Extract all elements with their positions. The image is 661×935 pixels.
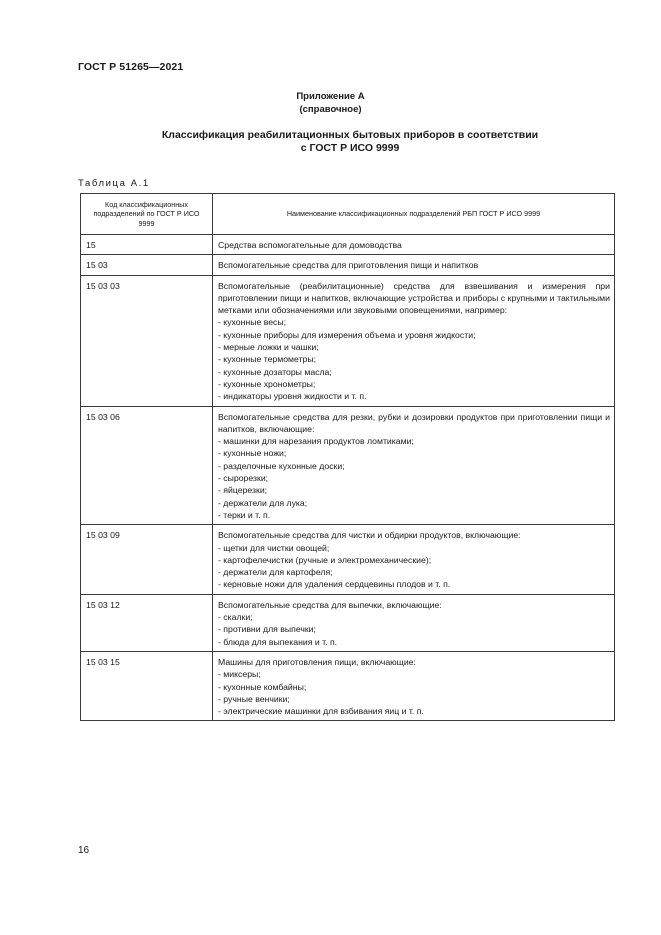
appendix-status: (справочное) [299, 104, 362, 115]
description-intro: Вспомогательные средства для чистки и обдирки продуктов, включающие: [218, 530, 521, 541]
description-intro: Вспомогательные средства для выпечки, включающие: [218, 599, 442, 610]
column-header-code: Код классификационных подразделений по ГОСТ Р ИСО 9999 [81, 194, 213, 235]
description-list-item: - машинки для нарезания продуктов ломтиками; [218, 436, 414, 447]
classification-description [213, 235, 615, 255]
description-intro: Вспомогательные средства для резки, рубки и дозировки продуктов при приготовлении пищи и напитков, включающие: [218, 411, 610, 434]
classification-description [213, 255, 615, 275]
table-label: Таблица А.1 [78, 178, 150, 189]
description-list-item: - миксеры; [218, 669, 261, 680]
description-list-item: - электрические машинки для взбивания яиц и т. п. [218, 706, 424, 717]
description-list-item: - кухонные комбайны; [218, 681, 307, 692]
page-number: 16 [78, 845, 90, 856]
document-code: ГОСТ Р 51265—2021 [78, 61, 184, 73]
classification-description [213, 525, 615, 594]
classification-table [80, 193, 615, 721]
classification-description [213, 651, 615, 720]
classification-code: 15 [81, 235, 213, 255]
description-list-item: - кухонные хронометры; [218, 378, 316, 389]
classification-code: 15 03 06 [81, 406, 213, 525]
classification-description [213, 594, 615, 651]
classification-code: 15 03 12 [81, 594, 213, 651]
description-list-item: - кухонные ножи; [218, 448, 287, 459]
description-list-item: - кухонные приборы для измерения объема и уровня жидкости; [218, 329, 476, 340]
description-intro: Средства вспомогательные для домоводства [218, 240, 402, 250]
description-list-item: - противни для выпечки; [218, 624, 316, 635]
description-intro: Вспомогательные (реабилитационные) средства для взвешивания и измерения при приготовлении пищи и напитков, включающие устройства и приборы с крупными и тактильными метками или обозначениями или звуковыми оповещениями, например: [218, 280, 610, 316]
description-list-item: - индикаторы уровня жидкости и т. п. [218, 391, 367, 402]
description-list-item: - блюда для выпекания и т. п. [218, 636, 338, 647]
table-row [81, 525, 615, 594]
classification-description [213, 406, 615, 525]
description-list-item: - кухонные дозаторы масла; [218, 366, 332, 377]
section-title-line1: Классификация реабилитационных бытовых приборов в соответствии [161, 129, 539, 141]
description-intro: Машины для приготовления пищи, включающие: [218, 656, 416, 667]
description-list-item: - держатели для картофеля; [218, 567, 333, 578]
table-row [81, 406, 615, 525]
description-list-item: - держатели для лука; [218, 497, 308, 508]
appendix-title: Приложение А [296, 91, 365, 102]
classification-code: 15 03 09 [81, 525, 213, 594]
table-row [81, 594, 615, 651]
table-header-row [81, 194, 615, 235]
table-row [81, 235, 615, 255]
description-list-item: - ручные венчики; [218, 693, 290, 704]
description-list-item: - скалки; [218, 612, 253, 623]
description-list-item: - разделочные кухонные доски; [218, 460, 345, 471]
classification-code: 15 03 [81, 255, 213, 275]
table-body [81, 235, 615, 721]
section-title [90, 129, 610, 155]
description-list-item: - яйцерезки; [218, 485, 268, 496]
table-row [81, 255, 615, 275]
description-intro: Вспомогательные средства для приготовления пищи и напитков [218, 260, 479, 271]
description-list-item: - терки и т. п. [218, 509, 271, 520]
description-list-item: - мерные ложки и чашки; [218, 342, 319, 353]
description-list-item: - сырорезки; [218, 473, 269, 484]
classification-code: 15 03 03 [81, 275, 213, 406]
description-list-item: - кухонные весы; [218, 317, 287, 328]
column-header-name: Наименование классификационных подразделений РБП ГОСТ Р ИСО 9999 [213, 194, 615, 235]
table-row [81, 275, 615, 406]
description-list-item: - керновые ножи для удаления сердцевины плодов и т. п. [218, 579, 451, 590]
description-list-item: - кухонные термометры; [218, 354, 317, 365]
description-list-item: - картофелечистки (ручные и электромеханические); [218, 554, 432, 565]
classification-code: 15 03 15 [81, 651, 213, 720]
description-list-item: - щетки для чистки овощей; [218, 542, 330, 553]
classification-description [213, 275, 615, 406]
table-row [81, 651, 615, 720]
section-title-line2: с ГОСТ Р ИСО 9999 [300, 142, 400, 154]
